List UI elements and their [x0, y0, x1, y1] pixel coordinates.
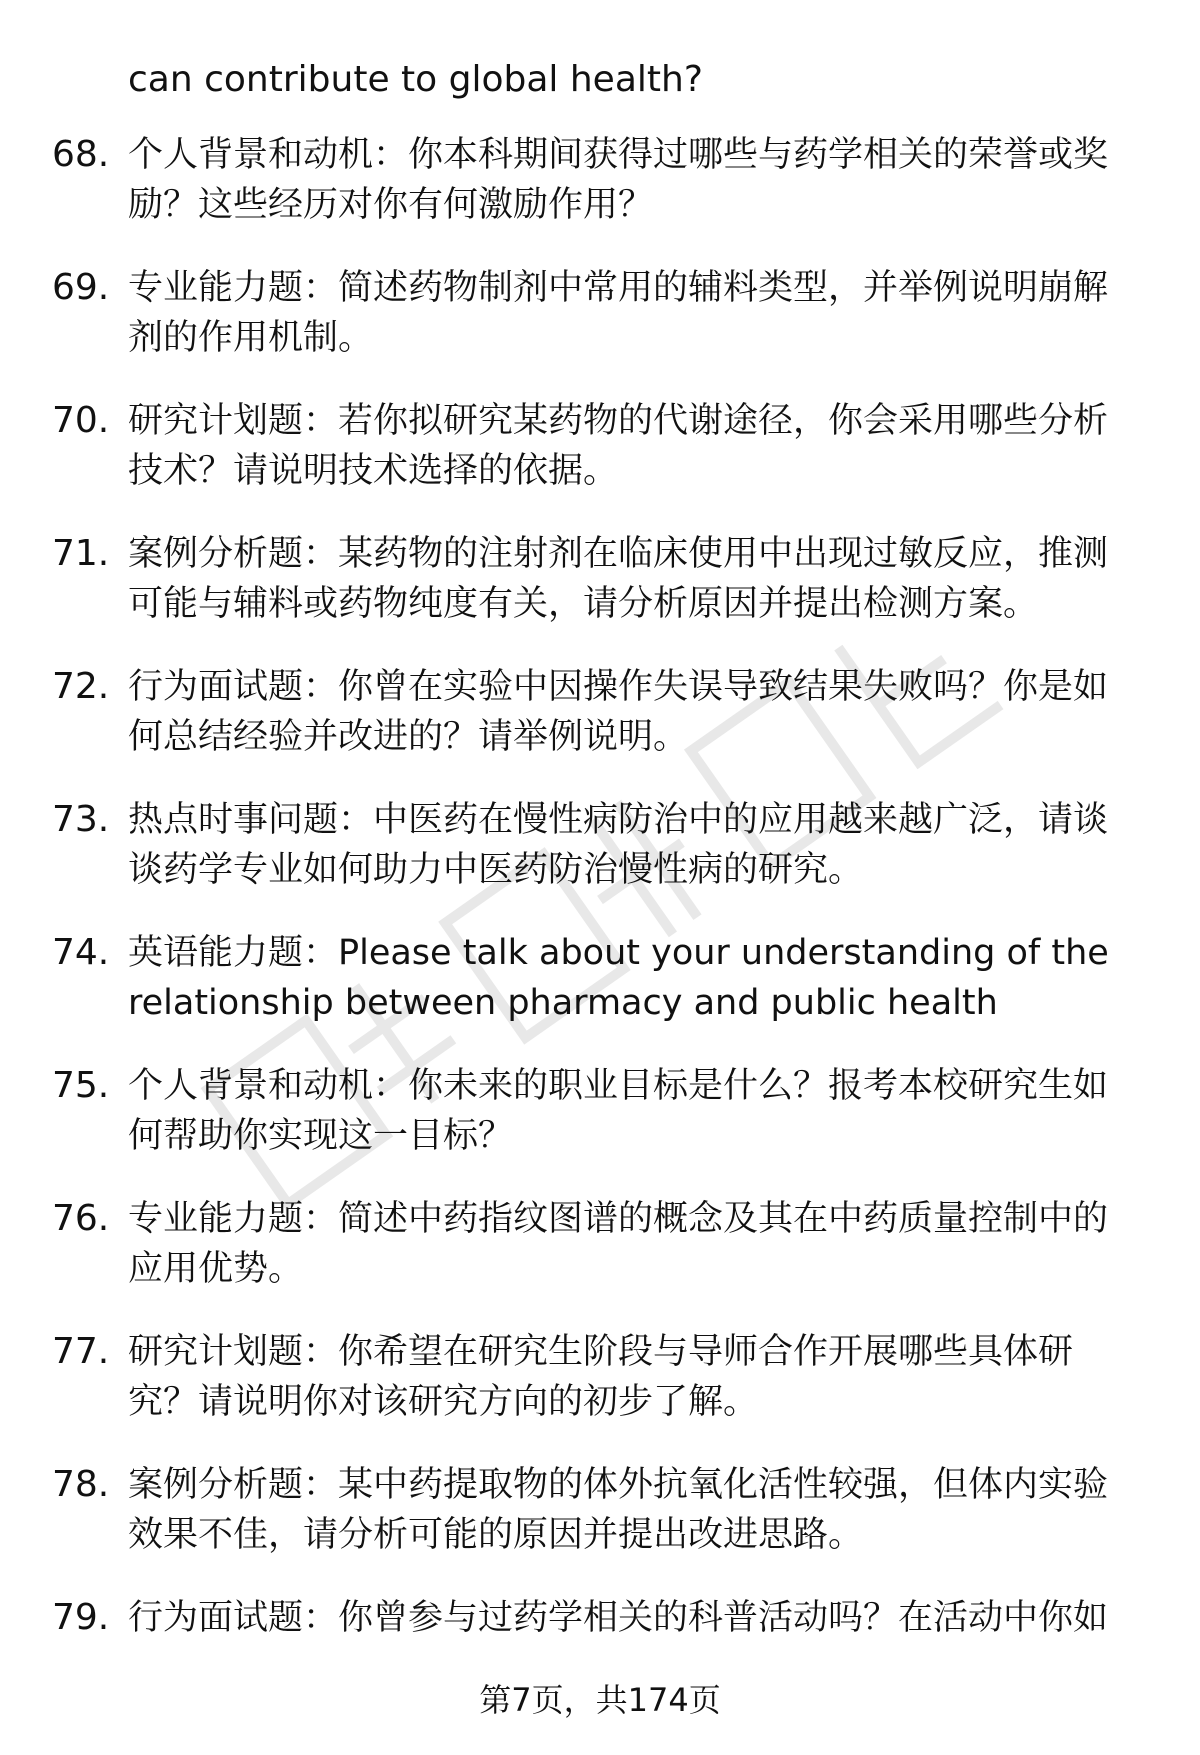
question-number: 70. [52, 400, 110, 441]
question-text [128, 795, 1138, 895]
question-number: 72. [52, 666, 110, 707]
question-number: 73. [52, 799, 110, 840]
question-number: 75. [52, 1065, 110, 1106]
continuation-text: can contribute to global health? [128, 59, 703, 100]
question-text-line: 热点时事问题：中医药在慢性病防治中的应用越来越广泛，请谈 [128, 800, 1109, 840]
question-text-line: 行为面试题：你曾在实验中因操作失误导致结果失败吗？你是如 [128, 667, 1109, 707]
question-text-line: 案例分析题：某药物的注射剂在临床使用中出现过敏反应，推测 [128, 534, 1109, 574]
question-text-line: 励？这些经历对你有何激励作用？ [128, 185, 654, 225]
question-text [128, 1327, 1138, 1427]
question-text-line: 效果不佳，请分析可能的原因并提出改进思路。 [128, 1515, 864, 1555]
question-text-line: 谈药学专业如何助力中医药防治慢性病的研究。 [128, 850, 864, 890]
question-text-line: 可能与辅料或药物纯度有关，请分析原因并提出检测方案。 [128, 584, 1039, 624]
question-number: 69. [52, 267, 110, 308]
question-text-line: 英语能力题：Please talk about your understanding of the [128, 933, 1109, 973]
question-text [128, 1460, 1138, 1560]
question-text-line: 技术？请说明技术选择的依据。 [128, 451, 619, 491]
question-text-line: 行为面试题：你曾参与过药学相关的科普活动吗？在活动中你如 [128, 1598, 1109, 1638]
question-number: 77. [52, 1331, 110, 1372]
question-text-line: 个人背景和动机：你未来的职业目标是什么？报考本校研究生如 [128, 1066, 1109, 1106]
question-text-line: 剂的作用机制。 [128, 318, 374, 358]
question-text-line: relationship between pharmacy and public health [128, 983, 998, 1023]
question-text-line: 究？请说明你对该研究方向的初步了解。 [128, 1382, 759, 1422]
question-text [128, 263, 1138, 363]
question-text-line: 专业能力题：简述药物制剂中常用的辅料类型，并举例说明崩解 [128, 268, 1109, 308]
question-text-line: 何帮助你实现这一目标？ [128, 1116, 514, 1156]
question-text [128, 1593, 1138, 1643]
question-text-line: 研究计划题：若你拟研究某药物的代谢途径，你会采用哪些分析 [128, 401, 1109, 441]
question-text [128, 928, 1138, 1028]
question-text-line: 研究计划题：你希望在研究生阶段与导师合作开展哪些具体研 [128, 1332, 1074, 1372]
question-number: 79. [52, 1597, 110, 1638]
question-text-line: 专业能力题：简述中药指纹图谱的概念及其在中药质量控制中的 [128, 1199, 1109, 1239]
question-number: 76. [52, 1198, 110, 1239]
question-number: 71. [52, 533, 110, 574]
question-text [128, 1194, 1138, 1294]
question-text [128, 529, 1138, 629]
question-text [128, 662, 1138, 762]
question-number: 68. [52, 134, 110, 175]
question-text-line: 案例分析题：某中药提取物的体外抗氧化活性较强，但体内实验 [128, 1465, 1109, 1505]
question-number: 74. [52, 932, 110, 973]
question-text-line: 何总结经验并改进的？请举例说明。 [128, 717, 689, 757]
question-text-line: 个人背景和动机：你本科期间获得过哪些与药学相关的荣誉或奖 [128, 135, 1109, 175]
question-text-line: 应用优势。 [128, 1249, 304, 1289]
question-text [128, 130, 1138, 230]
question-text [128, 396, 1138, 496]
question-number: 78. [52, 1464, 110, 1505]
question-text [128, 1061, 1138, 1161]
page-footer: 第7页，共174页 [479, 1681, 721, 1719]
